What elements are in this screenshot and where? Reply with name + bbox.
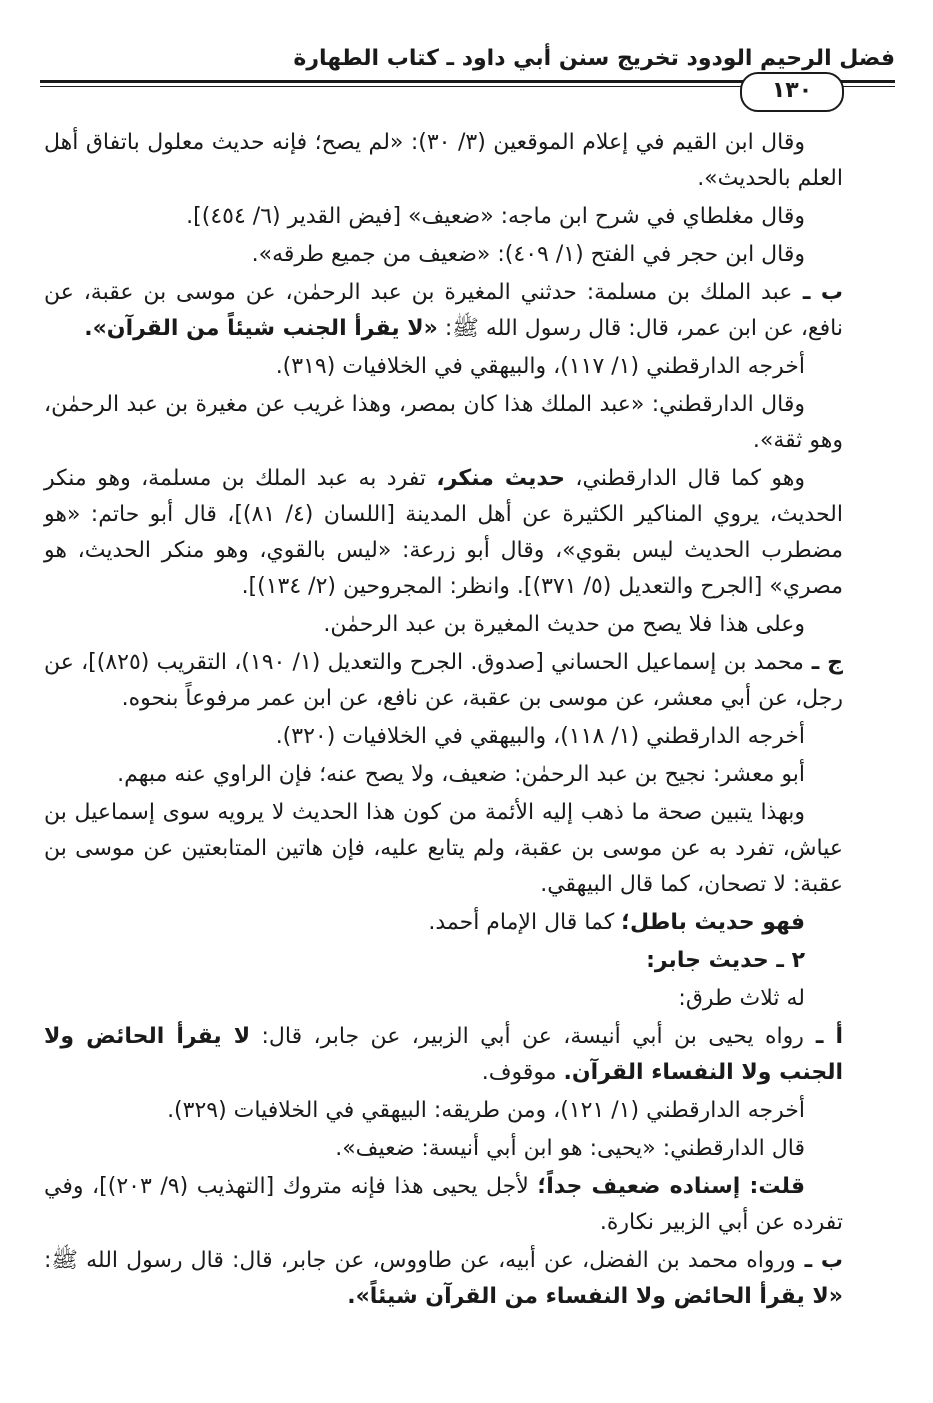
text-run: كما قال الإمام أحمد.: [428, 910, 622, 935]
text-run: وعلى هذا فلا يصح من حديث المغيرة بن عبد الرحمٰن.: [323, 612, 805, 637]
bold-text: أ ـ: [803, 1024, 843, 1049]
paragraph: [44, 199, 843, 235]
bold-text: «لا يقرأ الجنب شيئاً من القرآن».: [84, 316, 438, 341]
bold-text: قلت: إسناده ضعيف جداً؛: [537, 1174, 806, 1199]
bold-text: لا يقرأ الحائض ولا الجنب ولا النفساء القرآن.: [44, 1024, 843, 1085]
text-run: موقوف.: [481, 1060, 564, 1085]
text-run: أخرجه الدارقطني (١/ ١٢١)، ومن طريقه: البيهقي في الخلافيات (٣٢٩).: [167, 1098, 805, 1123]
text-run: قال الدارقطني: «يحيى: هو ابن أبي أنيسة: ضعيف».: [335, 1136, 805, 1161]
paragraph: [44, 349, 843, 385]
text-run: أخرجه الدارقطني (١/ ١١٨)، والبيهقي في الخلافيات (٣٢٠).: [275, 724, 805, 749]
text-run: عبد الملك بن مسلمة: حدثني المغيرة بن عبد الرحمٰن، عن موسى بن عقبة، عن نافع، عن ابن عمر، قال: قال رسول الله ﷺ:: [44, 280, 843, 341]
paragraph: [44, 237, 843, 273]
paragraph: [44, 1131, 843, 1167]
page-number-badge: ١٣٠: [740, 72, 844, 112]
text-run: تفرد به عبد الملك بن مسلمة، وهو منكر الحديث، يروي المناكير الكثيرة عن أهل المدينة [اللسان (٤/ ٨١)]، قال أبو حاتم: «هو مضطرب الحديث ليس بقوي»، وقال أبو زرعة: «ليس بالقوي، وهو منكر الحديث، هو مصري» [الجرح والتعديل (٥/ ٣٧١)]. وانظر: المجروحين (٢/ ١٣٤)].: [44, 466, 844, 599]
text-run: لأجل يحيى هذا فإنه متروك [التهذيب (٩/ ٢٠٣)]، وفي تفرده عن أبي الزبير نكارة.: [44, 1174, 843, 1235]
text-run: وقال ابن القيم في إعلام الموقعين (٣/ ٣٠): «لم يصح؛ فإنه حديث معلول باتفاق أهل العلم بالحديث».: [44, 130, 843, 191]
text-run: ورواه محمد بن الفضل، عن أبيه، عن طاووس، عن جابر، قال: قال رسول الله ﷺ:: [44, 1248, 796, 1273]
paragraph: [44, 461, 843, 605]
text-run: وهو كما قال الدارقطني،: [565, 466, 805, 491]
bold-text: «لا يقرأ الحائض ولا النفساء من القرآن شيئاً».: [347, 1284, 843, 1309]
bold-text: ج ـ: [803, 650, 844, 675]
paragraph: [44, 905, 843, 941]
page-header: [40, 42, 895, 110]
text-run: محمد بن إسماعيل الحساني [صدوق. الجرح والتعديل (١/ ١٩٠)، التقريب (٨٢٥)]، عن رجل، عن أبي معشر، عن موسى بن عقبة، عن نافع، عن ابن عمر مرفوعاً بنحوه.: [44, 650, 843, 711]
text-run: أخرجه الدارقطني (١/ ١١٧)، والبيهقي في الخلافيات (٣١٩).: [275, 354, 805, 379]
page-body: [44, 125, 843, 1363]
text-run: وقال الدارقطني: «عبد الملك هذا كان بمصر، وهذا غريب عن مغيرة بن عبد الرحمٰن، وهو ثقة».: [44, 392, 843, 453]
text-run: وقال مغلطاي في شرح ابن ماجه: «ضعيف» [فيض القدير (٦/ ٤٥٤)].: [186, 204, 805, 229]
text-run: له ثلاث طرق:: [678, 986, 805, 1011]
bold-text: ب ـ: [792, 280, 843, 305]
text-run: وقال ابن حجر في الفتح (١/ ٤٠٩): «ضعيف من جميع طرقه».: [251, 242, 805, 267]
paragraph: [44, 387, 843, 459]
paragraph: [44, 275, 843, 347]
paragraph: [44, 1093, 843, 1129]
paragraph: [44, 795, 843, 903]
text-run: رواه يحيى بن أبي أنيسة، عن أبي الزبير، عن جابر، قال:: [250, 1024, 804, 1049]
paragraph: [44, 1019, 843, 1091]
paragraph: [44, 607, 843, 643]
bold-text: حديث منكر،: [436, 466, 565, 491]
paragraph: [44, 645, 843, 717]
text-run: أبو معشر: نجيح بن عبد الرحمٰن: ضعيف، ولا يصح عنه؛ فإن الراوي عنه مبهم.: [117, 762, 805, 787]
paragraph: [44, 981, 843, 1017]
paragraph: [44, 943, 843, 979]
paragraph: [44, 1243, 843, 1315]
running-title: فضل الرحيم الودود تخريج سنن أبي داود ـ كتاب الطهارة: [293, 46, 895, 71]
bold-text: ٢ ـ حديث جابر:: [646, 948, 805, 973]
paragraph: [44, 125, 843, 197]
paragraph: [44, 757, 843, 793]
bold-text: ب ـ: [795, 1248, 843, 1273]
text-run: وبهذا يتبين صحة ما ذهب إليه الأئمة من كون هذا الحديث لا يرويه سوى إسماعيل بن عياش، تفرد به عن موسى بن عقبة، ولم يتابع عليه، فإن هاتين المتابعتين عن موسى بن عقبة: لا تصحان، كما قال البيهقي.: [44, 800, 843, 897]
bold-text: فهو حديث باطل؛: [621, 910, 805, 935]
paragraph: [44, 1169, 843, 1241]
paragraph: [44, 719, 843, 755]
